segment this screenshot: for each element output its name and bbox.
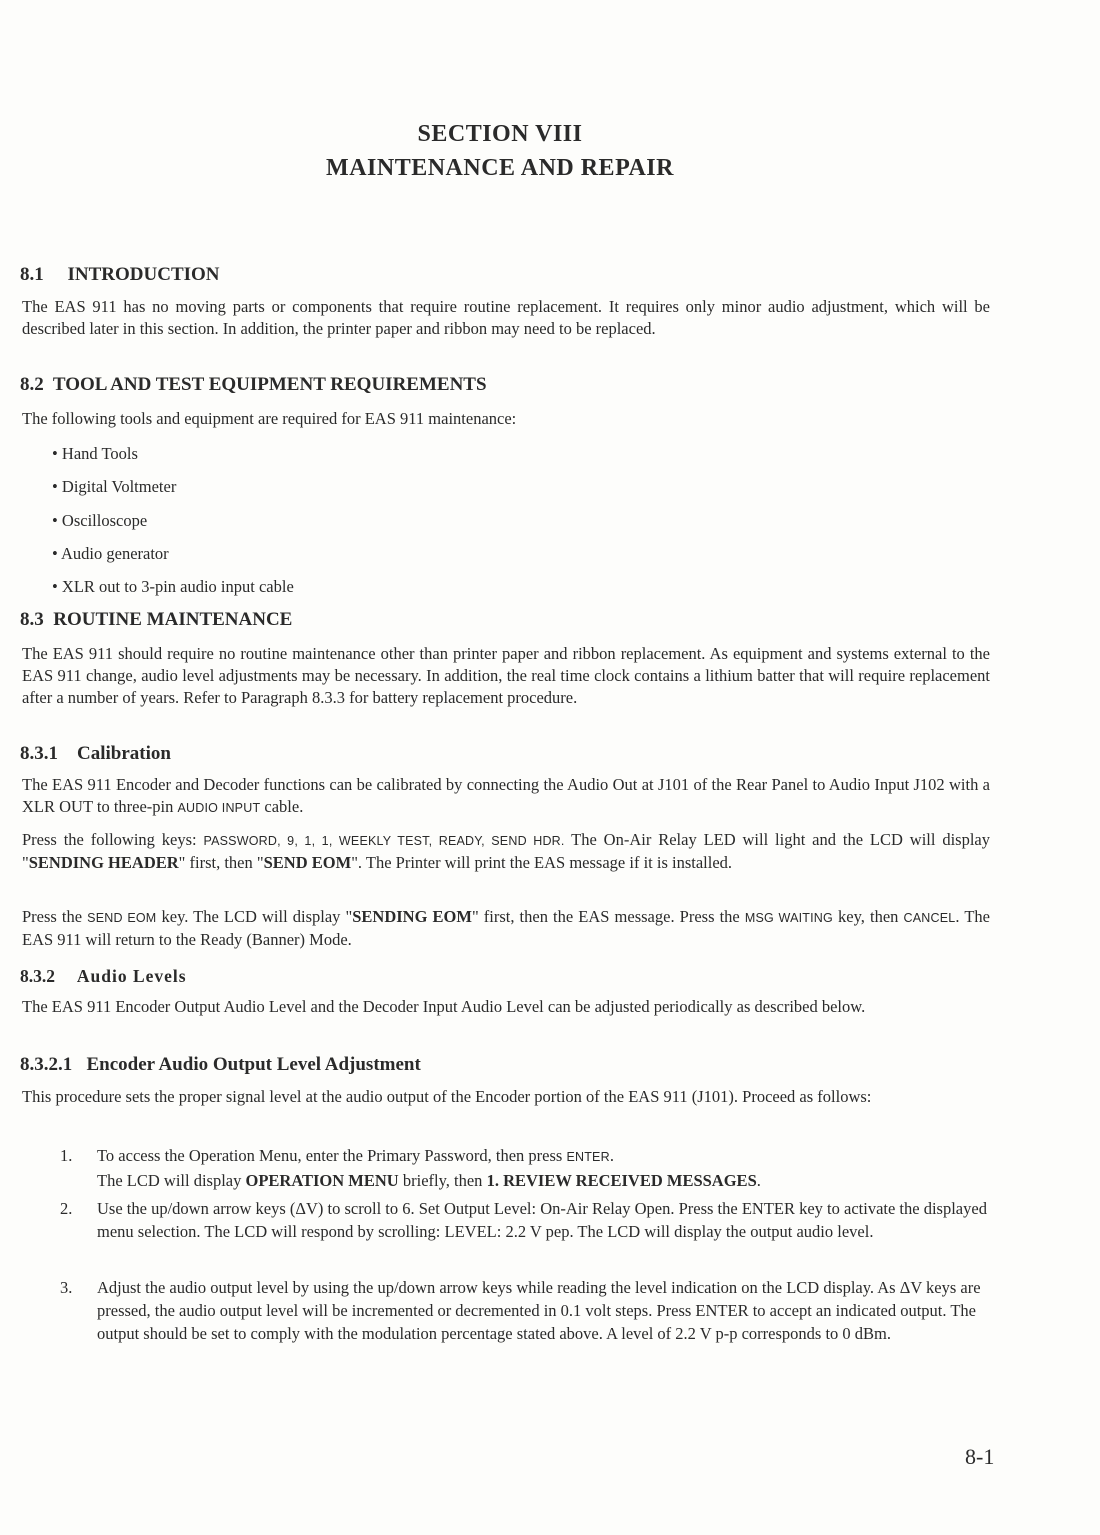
page-number: 8-1 xyxy=(965,1444,995,1469)
heading-number: 8.1 xyxy=(20,264,44,285)
heading-number: 8.3.2.1 xyxy=(20,1054,73,1075)
lcd-text: 1. REVIEW RECEIVED MESSAGES xyxy=(486,1171,757,1190)
heading-8-3-2-1 xyxy=(20,1054,421,1076)
key-sequence: PASSWORD, 9, 1, 1, WEEKLY TEST, READY, SEND HDR. xyxy=(203,834,565,848)
lcd-text: SENDING HEADER xyxy=(28,853,179,872)
calibration-paragraph-3: Press the SEND EOM key. The LCD will display "SENDING EOM" first, then the EAS message. Press the MSG WAITING key, then CANCEL. The EAS 911 will return to the Ready (Banner) Mode. xyxy=(22,907,990,949)
calibration-paragraph-1: The EAS 911 Encoder and Decoder functions can be calibrated by connecting the Audio Out at J101 of the Rear Panel to Audio Input J102 with a XLR OUT to three-pin AUDIO INPUT cable. xyxy=(22,775,990,816)
heading-text: INTRODUCTION xyxy=(67,264,220,285)
heading-8-3-2 xyxy=(20,966,187,987)
step-text: To access the Operation Menu, enter the Primary Password, then press ENTER. The LCD will display OPERATION MENU briefly, then 1. REVIEW RECEIVED MESSAGES. xyxy=(97,1146,761,1190)
heading-text: Calibration xyxy=(77,743,171,764)
lcd-text: SEND EOM xyxy=(263,853,352,872)
list-item: • Digital Voltmeter xyxy=(52,477,177,496)
procedure-step-3 xyxy=(60,1276,990,1345)
step-text: Use the up/down arrow keys (ΔV) to scroll to 6. Set Output Level: On-Air Relay Open. Press the ENTER key to activate the displayed menu selection. The LCD will respond by scrolling: LEVEL: 2.2 V pep. The LCD will display the output audio level. xyxy=(97,1199,987,1241)
audio-levels-paragraph: The EAS 911 Encoder Output Audio Level and the Decoder Input Audio Level can be adjusted periodically as described below. xyxy=(22,997,866,1016)
key-name: MSG WAITING xyxy=(744,911,833,925)
section-title: MAINTENANCE AND REPAIR xyxy=(326,155,674,181)
heading-8-2 xyxy=(20,374,487,396)
list-item: • XLR out to 3-pin audio input cable xyxy=(52,577,294,596)
list-item: • Hand Tools xyxy=(52,444,138,463)
heading-number: 8.2 xyxy=(20,374,44,395)
heading-text: Audio Levels xyxy=(76,966,187,986)
tools-intro: The following tools and equipment are required for EAS 911 maintenance: xyxy=(22,409,517,428)
heading-8-3 xyxy=(20,609,292,631)
step-number: 3. xyxy=(60,1278,73,1297)
key-name: ENTER xyxy=(566,1150,610,1164)
step-text: Adjust the audio output level by using the up/down arrow keys while reading the level indication on the LCD display. As ΔV keys are pressed, the audio output level will be incremented or decremented in 0.1 volt steps. Press ENTER to accept an indicated output. The output should be set to comply with the modulation percentage stated above. A level of 2.2 V p-p corresponds to 0 dBm. xyxy=(97,1278,981,1343)
key-name: CANCEL xyxy=(903,911,956,925)
heading-8-3-1 xyxy=(20,743,171,765)
step-number: 2. xyxy=(60,1199,73,1218)
key-name: SEND EOM xyxy=(87,911,157,925)
key-name: AUDIO INPUT xyxy=(177,801,261,815)
list-item: • Oscilloscope xyxy=(52,511,148,530)
heading-8-1 xyxy=(20,264,220,286)
list-item: • Audio generator xyxy=(52,544,169,563)
heading-text: Encoder Audio Output Level Adjustment xyxy=(86,1054,421,1075)
encoder-intro-paragraph: This procedure sets the proper signal level at the audio output of the Encoder portion of the EAS 911 (J101). Proceed as follows: xyxy=(22,1087,872,1106)
heading-number: 8.3.2 xyxy=(20,966,55,986)
heading-number: 8.3 xyxy=(20,609,44,630)
calibration-paragraph-2: Press the following keys: PASSWORD, 9, 1, 1, WEEKLY TEST, READY, SEND HDR. The On-Air Relay LED will light and the LCD will display "SENDING HEADER" first, then "SEND EOM". The Printer will print the EAS message if it is installed. xyxy=(22,830,990,872)
lcd-text: SENDING EOM xyxy=(352,907,472,926)
routine-maintenance-paragraph: The EAS 911 should require no routine maintenance other than printer paper and ribbon replacement. As equipment and systems external to the EAS 911 change, audio level adjustments may be necessary. In addition, the real time clock contains a lithium batter that will require replacement after a number of years. Refer to Paragraph 8.3.3 for battery replacement procedure. xyxy=(22,644,990,707)
heading-number: 8.3.1 xyxy=(20,743,58,764)
heading-text: ROUTINE MAINTENANCE xyxy=(53,609,293,630)
section-number: SECTION VIII xyxy=(417,121,583,147)
procedure-step-1 xyxy=(60,1144,990,1192)
lcd-text: OPERATION MENU xyxy=(245,1171,399,1190)
procedure-step-2 xyxy=(60,1197,990,1243)
step-number: 1. xyxy=(60,1146,73,1165)
intro-paragraph: The EAS 911 has no moving parts or components that require routine replacement. It requires only minor audio adjustment, which will be described later in this section. In addition, the printer paper and ribbon may need to be replaced. xyxy=(22,297,990,338)
heading-text: TOOL AND TEST EQUIPMENT REQUIREMENTS xyxy=(52,374,487,395)
